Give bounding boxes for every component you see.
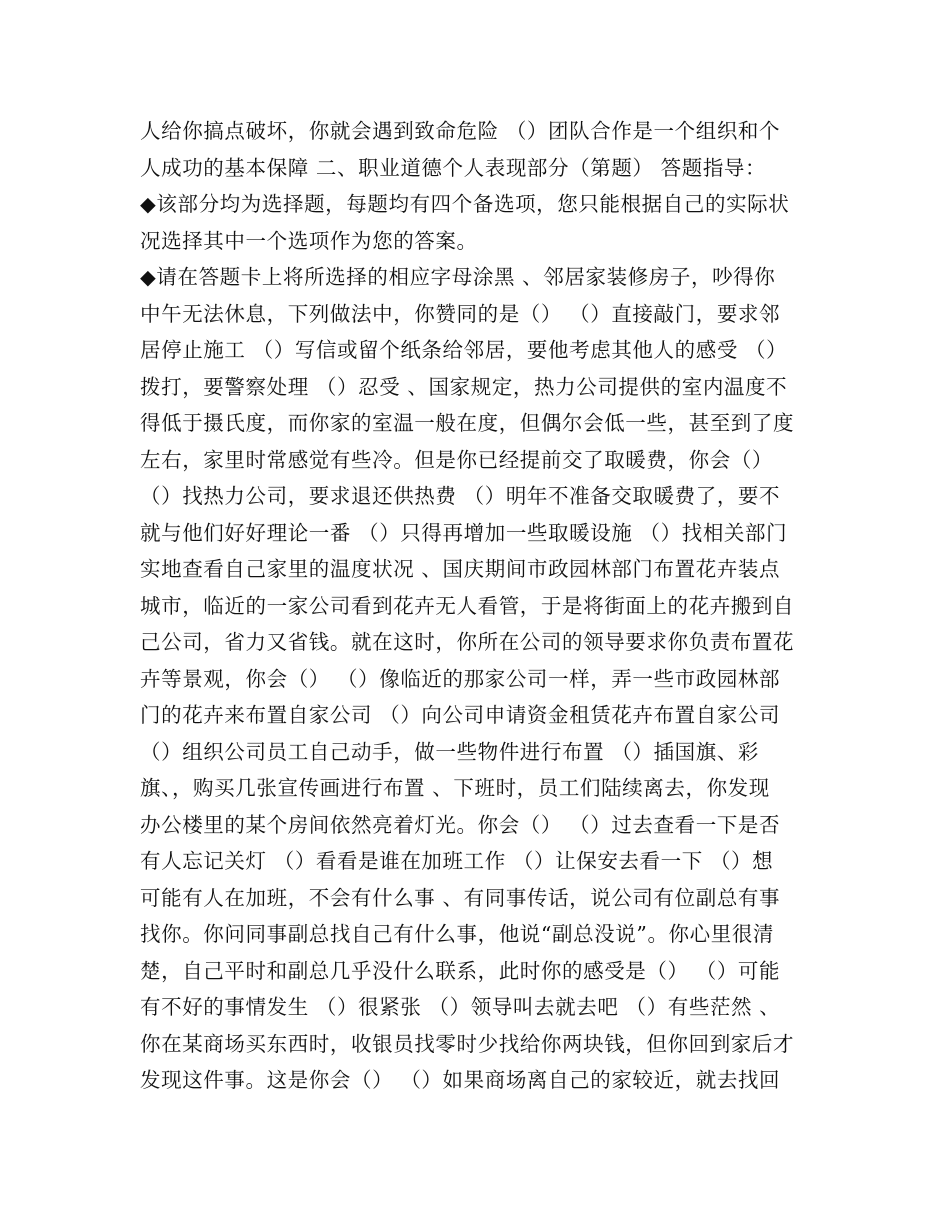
text-line: 就与他们好好理论一番 （）只得再增加一些取暖设施 （）找相关部门 bbox=[140, 520, 788, 545]
text-line: 实地查看自己家里的温度状况 、国庆期间市政园林部门布置花卉装点 bbox=[140, 557, 781, 581]
text-line: （）找热力公司，要求退还供热费 （）明年不准备交取暖费了，要不 bbox=[140, 484, 781, 508]
text-line: 发现这件事。这是你会（） （）如果商场离自己的家较近，就去找回 bbox=[140, 1068, 781, 1092]
text-line: 得低于摄氏度，而你家的室温一般在度，但偶尔会低一些，甚至到了度 bbox=[140, 411, 795, 435]
text-line: 中午无法休息，下列做法中，你赞同的是（） （）直接敲门，要求邻 bbox=[140, 301, 781, 326]
text-line: 有人忘记关灯 （）看看是谁在加班工作 （）让保安去看一下 （）想 bbox=[140, 849, 774, 873]
text-line: ◆该部分均为选择题，每题均有四个备选项，您只能根据自己的实际状 bbox=[140, 192, 790, 216]
text-line: 城市，临近的一家公司看到花卉无人看管，于是将街面上的花卉搬到自 bbox=[140, 593, 795, 618]
text-line: ◆请在答题卡上将所选择的相应字母涂黑 、邻居家装修房子，吵得你 bbox=[140, 265, 776, 289]
text-line: 左右，家里时常感觉有些冷。但是你已经提前交了取暖费，你会（） bbox=[140, 447, 773, 472]
text-line: 楚，自己平时和副总几乎没什么联系，此时你的感受是（） （）可能 bbox=[140, 958, 781, 983]
text-line: 门的花卉来布置自家公司 （）向公司申请资金租赁花卉布置自家公司 bbox=[140, 703, 781, 727]
text-line: 卉等景观，你会（） （）像临近的那家公司一样，弄一些市政园林部 bbox=[140, 666, 781, 691]
text-line: 居停止施工 （）写信或留个纸条给邻居，要他考虑其他人的感受 （） bbox=[140, 338, 788, 362]
text-line: 办公楼里的某个房间依然亮着灯光。你会（） （）过去查看一下是否 bbox=[140, 812, 781, 837]
text-line: 你在某商场买东西时，收银员找零时少找给你两块钱，但你回到家后才 bbox=[140, 1031, 795, 1056]
text-line: 可能有人在加班，不会有什么事 、有同事传话，说公司有位副总有事 bbox=[140, 885, 781, 910]
text-line: 有不好的事情发生 （）很紧张 （）领导叫去就去吧 （）有些茫然 、 bbox=[140, 995, 781, 1019]
text-line: 人成功的基本保障 二、职业道德个人表现部分（第题） 答题指导： bbox=[140, 155, 767, 180]
text-line: 找你。你问同事副总找自己有什么事，他说“副总没说”。你心里很清 bbox=[140, 922, 775, 946]
document-body bbox=[140, 113, 820, 1099]
text-line: 旗、，购买几张宣传画进行布置 、下班时，员工们陆续离去，你发现 bbox=[140, 776, 770, 800]
text-line: 己公司，省力又省钱。就在这时，你所在公司的领导要求你负责布置花 bbox=[140, 630, 795, 654]
text-line: （）组织公司员工自己动手，做一些物件进行布置 （）插国旗、彩 bbox=[140, 739, 760, 764]
text-line: 况选择其中一个选项作为您的答案。 bbox=[140, 228, 478, 253]
text-line: 人给你搞点破坏，你就会遇到致命危险 （）团队合作是一个组织和个 bbox=[140, 119, 781, 143]
text-line: 拨打，要警察处理 （）忍受 、国家规定，热力公司提供的室内温度不 bbox=[140, 374, 788, 399]
